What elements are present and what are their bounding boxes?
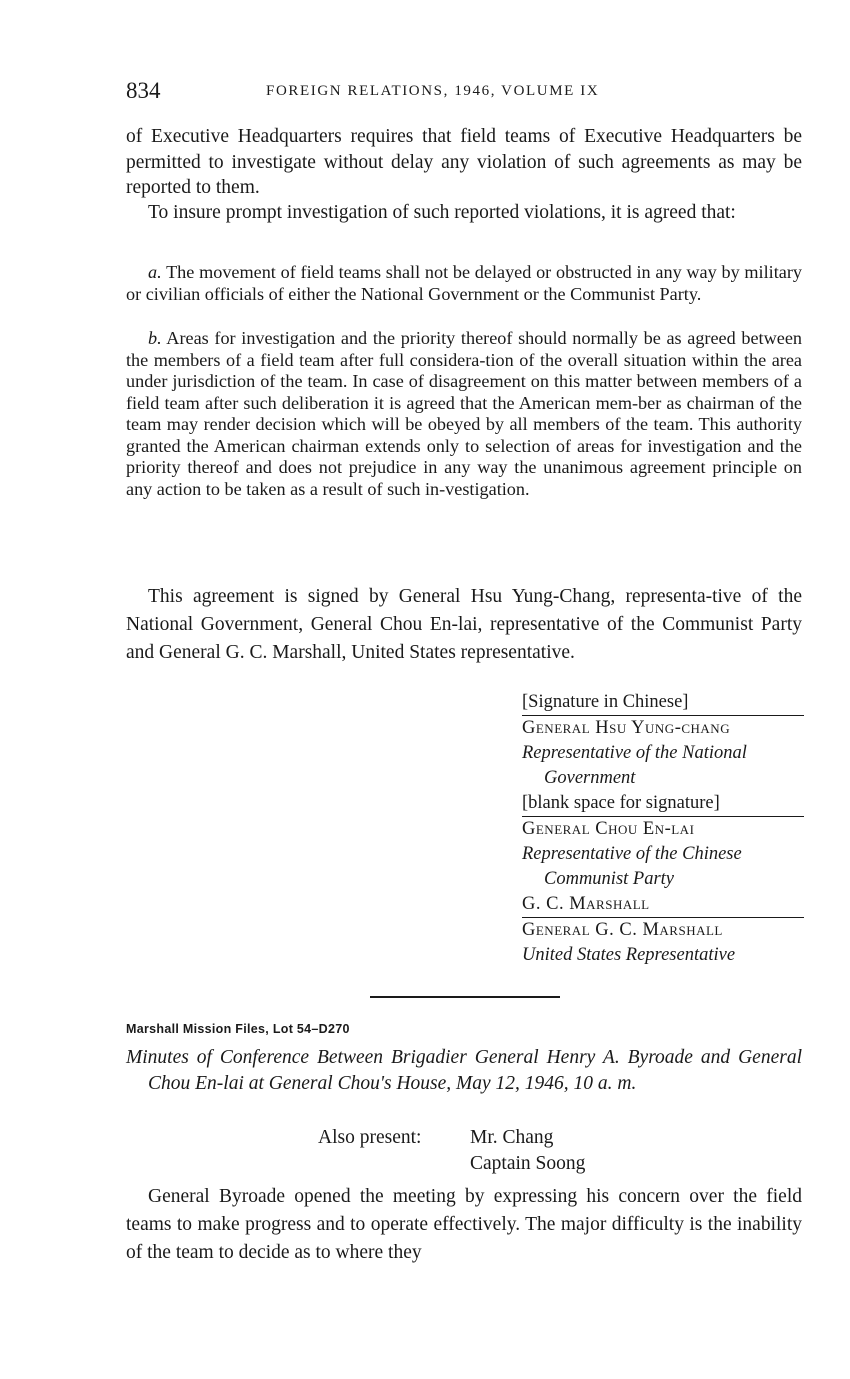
signature-line-hsu: [Signature in Chinese] xyxy=(522,690,804,716)
signature-line-chou: [blank space for signature] xyxy=(522,791,804,817)
item-b-text: Areas for investigation and the priority thereof should normally be as agreed between the members of a field team after full considera-tion of the overall situation within the area under jurisdiction of the team. In case of disagreement on this matter between members of a field team after such deliberation it is agreed that the American mem-ber as chairman of the team may render decision which will be obeyed by all members of the team. This authority granted the American chairman extends only to selection of areas for investigation and the priority thereof and does not prejudice in any way the unanimous agreement principle on any action to be taken as a result of such in-vestigation. xyxy=(126,328,802,499)
signature-line-marshall: G. C. Marshall xyxy=(522,892,804,918)
present-person-soong: Captain Soong xyxy=(470,1153,586,1174)
item-a-text: The movement of field teams shall not be delayed or obstructed in any way by military or civilian officials of either the National Government or the Communist Party. xyxy=(126,262,802,304)
signatory-role-marshall: United States Representative xyxy=(522,945,736,965)
item-a-letter: a. xyxy=(148,262,162,282)
paragraph-signatories: This agreement is signed by General Hsu Yung-Chang, representa-tive of the National Government, General Chou En-lai, representative of the Communist Party and General G. C. Marshall, United States representative. xyxy=(126,586,802,663)
document-title: Minutes of Conference Between Brigadier General Henry A. Byroade and General Chou En-lai at General Chou's House, May 12, 1946, 10 a. m. xyxy=(126,1047,802,1094)
source-note: Marshall Mission Files, Lot 54–D270 xyxy=(126,1022,350,1036)
item-b-letter: b. xyxy=(148,328,162,348)
page-header xyxy=(126,78,802,108)
signatory-name-chou: General Chou En-lai xyxy=(522,819,695,839)
also-present-label: Also present: xyxy=(318,1127,422,1148)
running-head: FOREIGN RELATIONS, 1946, VOLUME IX xyxy=(266,83,600,99)
paragraph-agreed: To insure prompt investigation of such reported violations, it is agreed that: xyxy=(148,202,736,223)
section-divider xyxy=(370,996,560,998)
present-person-chang: Mr. Chang xyxy=(470,1127,554,1148)
paragraph-continuation: of Executive Headquarters requires that field teams of Executive Headquarters be permitted to investigate without delay any violation of such agreements as may be reported to them. xyxy=(126,126,802,198)
signatory-role-hsu: Representative of the National Government xyxy=(522,743,747,788)
agreement-item-b xyxy=(126,328,802,500)
agreement-item-a xyxy=(126,262,802,305)
page-number: 834 xyxy=(126,78,161,103)
signatory-name-marshall: General G. C. Marshall xyxy=(522,920,723,940)
signature-block xyxy=(522,690,804,968)
signatory-role-chou: Representative of the Chinese Communist Party xyxy=(522,844,742,889)
paragraph-meeting-opening: General Byroade opened the meeting by expressing his concern over the field teams to make progress and to operate effectively. The major difficulty is the inability of the team to decide as to where they xyxy=(126,1186,802,1263)
signatory-name-hsu: General Hsu Yung-chang xyxy=(522,718,731,738)
